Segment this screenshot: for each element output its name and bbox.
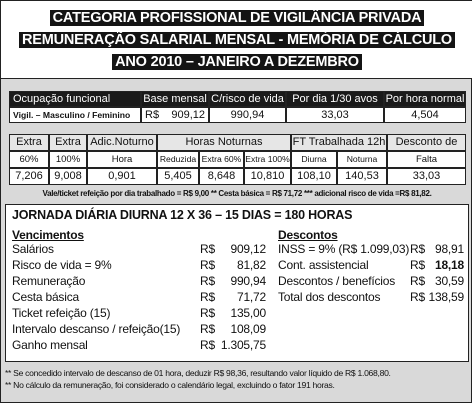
desconto-header: Desconto de [387,134,466,151]
deduction-value: 138,59 [428,290,464,304]
per-hour-value: 4,504 [384,107,466,123]
risk-value: 990,94 [209,107,286,123]
val-falta: 33,03 [387,168,466,185]
title-line-3: ANO 2010 – JANEIRO A DEZEMBRO [1,54,472,70]
footnote: ** No cálculo da remuneração, foi considerado o calendário legal, excluindo o fator 191 horas. [5,380,335,390]
earning-currency: R$ [200,338,215,352]
earning-value: 71,72 [236,290,266,304]
earning-currency: R$ [200,306,215,320]
deduction-value: 18,18 [434,258,464,272]
val-diurna: 108,10 [291,168,337,185]
val-noturna: 140,53 [337,168,387,185]
adic-noturno-header: Adic.Noturno [87,134,157,151]
deduction-label: Descontos / benefícios [278,274,396,288]
earning-value: 1.305,75 [220,338,266,352]
sub-100: 100% [49,151,87,168]
title-line-2: REMUNERAÇÃO SALARIAL MENSAL - MEMÓRIA DE CÁLCULO [1,32,472,48]
deduction-value: 30,59 [434,274,464,288]
earning-currency: R$ [200,258,215,272]
header [1,1,472,79]
benefits-note: Vale/ticket refeição por dia trabalhado = R$ 9,00 ** Cesta básica = R$ 71,72 *** adicional risco de vida =R$ 81,82. [42,189,432,198]
val-reduzida: 5,405 [157,168,199,185]
earning-currency: R$ [200,274,215,288]
footnotes [5,367,469,391]
deduction-currency: R$ [410,274,425,288]
val-noturna-extra-100: 10,810 [244,168,291,185]
sub-noturna: Noturna [337,151,387,168]
ft-trabalhada-header: FT Trabalhada 12h [291,134,387,151]
sub-diurna: Diurna [291,151,337,168]
col-per-day-header: Por dia 1/30 avos [286,91,384,107]
sub-extra-60: Extra 60% [199,151,244,168]
deduction-currency: R$ [410,242,425,256]
sub-falta: Falta [387,151,466,168]
earning-label: Salários [12,242,54,256]
sub-extra-100: Extra 100% [244,151,291,168]
earning-label: Risco de vida = 9% [12,258,112,272]
earning-value: 990,94 [230,274,266,288]
horas-noturnas-header: Horas Noturnas [157,134,291,151]
deduction-currency: R$ [410,290,425,304]
occupation-value: Vigil. – Masculino / Feminino [9,107,141,123]
calculation-box [5,204,469,362]
val-extra-100: 9,008 [49,168,87,185]
earning-label: Ganho mensal [12,338,88,352]
earning-value: 135,00 [230,306,266,320]
earnings-title: Vencimentos [12,228,84,242]
earning-value: 909,12 [230,242,266,256]
per-day-value: 33,03 [286,107,384,123]
base-currency: R$ [145,108,160,121]
sub-reduzida: Reduzida [157,151,199,168]
deduction-label: Cont. assistencial [278,258,369,272]
earning-currency: R$ [200,290,215,304]
val-adic-hora: 0,901 [87,168,157,185]
deduction-currency: R$ [410,258,425,272]
deduction-label: INSS = 9% (R$ 1.099,03) [278,242,410,256]
earning-currency: R$ [200,242,215,256]
base-value: 909,12 [171,108,205,121]
sub-60: 60% [9,151,49,168]
val-extra-60: 7,206 [9,168,49,185]
footnote: ** Se concedido intervalo de descanso de 01 hora, deduzir R$ 98,36, resultando valor líquido de R$ 1.068,80. [5,368,391,378]
val-noturna-extra-60: 8,648 [199,168,244,185]
calc-title: JORNADA DIÁRIA DIURNA 12 X 36 – 15 DIAS = 180 HORAS [12,208,353,222]
col-occupation-header: Ocupação funcional [9,91,141,107]
extra-60-header: Extra [9,134,49,151]
deduction-label: Total dos descontos [278,290,381,304]
deduction-value: 98,91 [434,242,464,256]
earning-value: 81,82 [236,258,266,272]
base-value-cell [141,107,209,123]
col-per-hour-header: Por hora normal [384,91,466,107]
earning-currency: R$ [200,322,215,336]
earning-value: 108,09 [230,322,266,336]
earning-label: Intervalo descanso / refeição(15) [12,322,181,336]
earning-label: Ticket refeição (15) [12,306,111,320]
extra-100-header: Extra [49,134,87,151]
col-base-header: Base mensal [141,91,209,107]
sub-hora: Hora [87,151,157,168]
col-risk-header: C/risco de vida [209,91,286,107]
earning-label: Cesta básica [12,290,79,304]
deductions-title: Descontos [278,228,338,242]
title-line-1: CATEGORIA PROFISSIONAL DE VIGILÂNCIA PRIVADA [1,10,472,26]
earning-label: Remuneração [12,274,86,288]
